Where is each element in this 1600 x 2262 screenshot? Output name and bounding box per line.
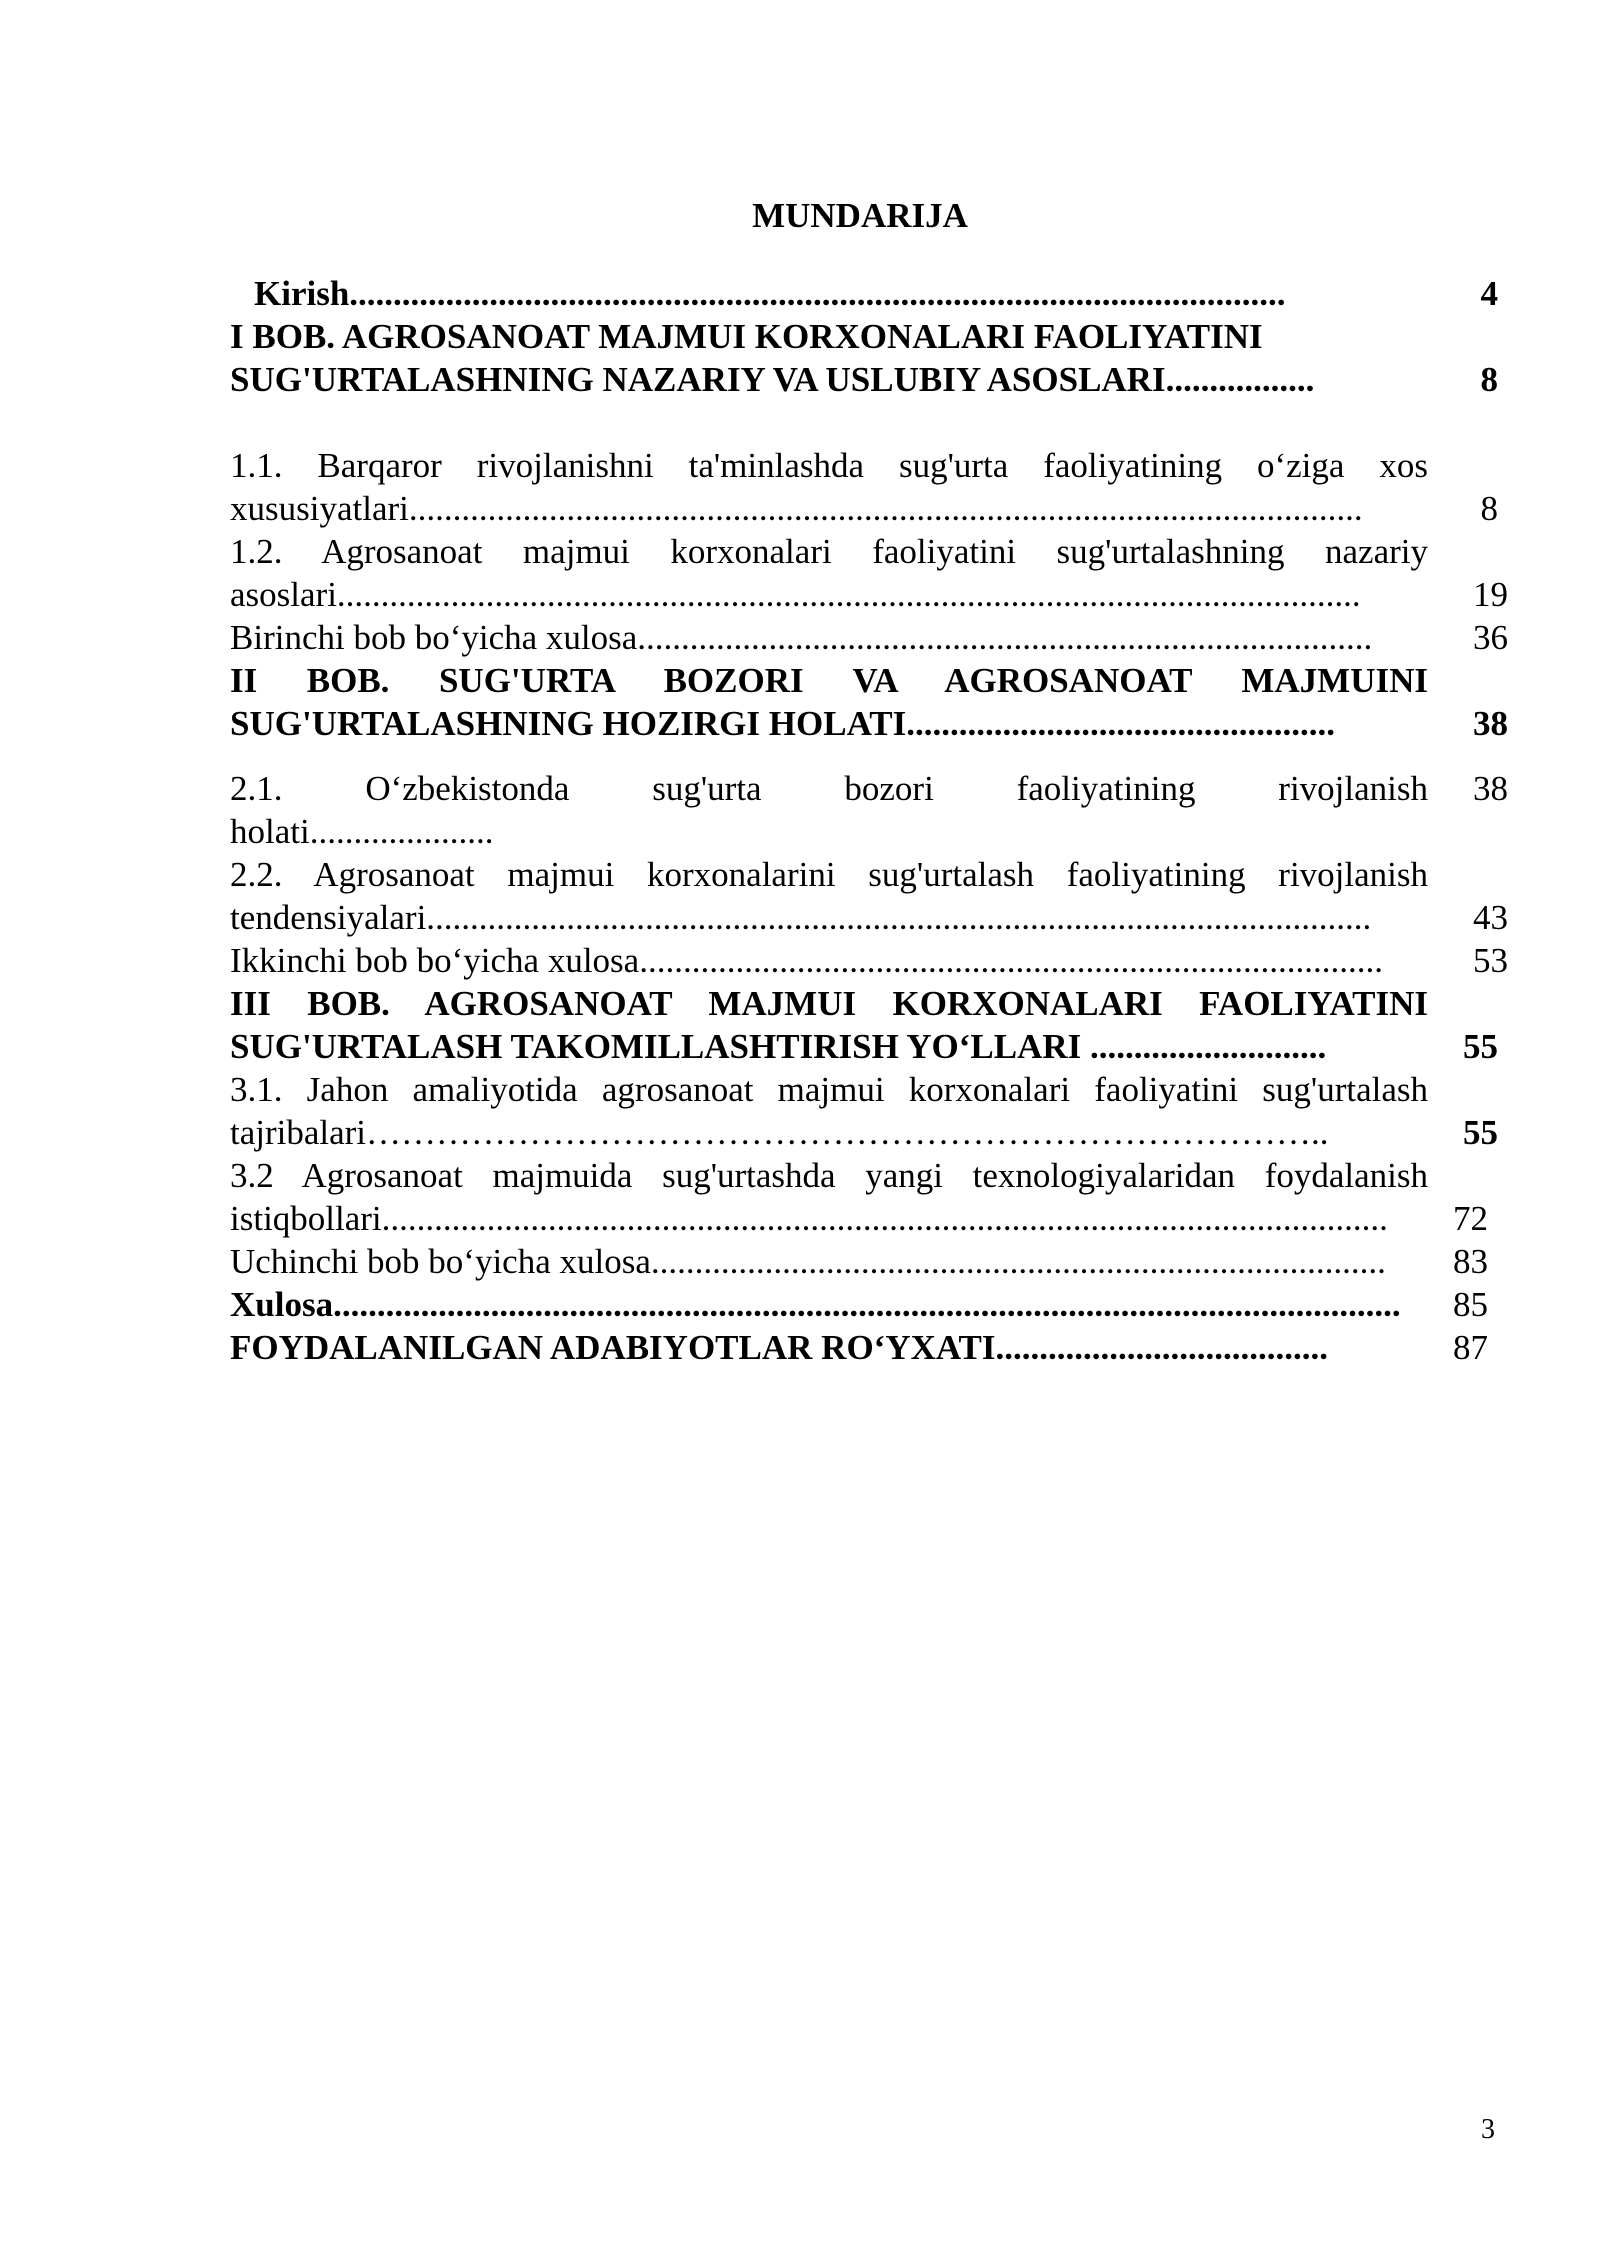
toc-page-number: 8	[1480, 360, 1498, 399]
toc-entry-line: III BOB. AGROSANOAT MAJMUI KORXONALARI FAOLIYATINI	[230, 984, 1428, 1023]
toc-page-number: 8	[1480, 489, 1498, 528]
toc-page-number: 36	[1473, 618, 1508, 657]
toc-page-number: 85	[1453, 1285, 1488, 1324]
toc-page-number: 87	[1453, 1328, 1488, 1367]
toc-page-number: 4	[1480, 274, 1498, 313]
toc-entry-line: xususiyatlari.............................................................................................................	[230, 489, 1363, 528]
toc-entry-line: SUG'URTALASHNING NAZARIY VA USLUBIY ASOSLARI.................	[230, 360, 1315, 399]
toc-entry-line: Birinchi bob bo‘yicha xulosa....................................................................................	[230, 618, 1373, 657]
toc-entry-line: 3.2 Agrosanoat majmuida sug'urtashda yangi texnologiyalaridan foydalanish	[230, 1156, 1428, 1195]
toc-page-number: 55	[1463, 1113, 1498, 1152]
toc-entry-line: tendensiyalari............................................................................................................	[230, 898, 1372, 937]
toc-entry-line: Xulosa..........................................................................................................................	[230, 1285, 1401, 1324]
toc-page-number: 38	[1473, 704, 1508, 743]
toc-entry-line: I BOB. AGROSANOAT MAJMUI KORXONALARI FAOLIYATINI	[230, 317, 1263, 356]
toc-page-number: 72	[1453, 1199, 1488, 1238]
toc-entry-line: SUG'URTALASH TAKOMILLASHTIRISH YO‘LLARI ...........................	[230, 1027, 1327, 1066]
toc-entry-line: tajribalari………………………………………………………………………..	[230, 1113, 1329, 1152]
toc-entry-line: 1.1. Barqaror rivojlanishni ta'minlashda sug'urta faoliyatining o‘ziga xos	[230, 446, 1428, 485]
toc-entry-line: 1.2. Agrosanoat majmui korxonalari faoliyatini sug'urtalashning nazariy	[230, 532, 1428, 571]
toc-entry-line: holati.....................	[230, 812, 494, 851]
page-title: MUNDARIJA	[752, 196, 968, 235]
toc-entry-line: Ikkinchi bob bo‘yicha xulosa.....................................................................................	[230, 941, 1383, 980]
toc-entry-line: FOYDALANILGAN ADABIYOTLAR RO‘YXATI......................................	[230, 1328, 1329, 1367]
toc-entry-line: Kirish...........................................................................................................	[254, 274, 1286, 313]
toc-page-number: 19	[1473, 575, 1508, 614]
toc-entry-line: istiqbollari...................................................................................................................	[230, 1199, 1388, 1238]
toc-entry-line: 3.1. Jahon amaliyotida agrosanoat majmui korxonalari faoliyatini sug'urtalash	[230, 1070, 1428, 1109]
toc-entry-line: II BOB. SUG'URTA BOZORI VA AGROSANOAT MAJMUINI	[230, 661, 1428, 700]
page-number: 3	[1481, 2114, 1495, 2145]
toc-entry-line: 2.1. O‘zbekistondа sug'urta bozori faoliyatining rivojlanish	[230, 769, 1428, 808]
toc-page-number: 38	[1473, 769, 1508, 808]
toc-page-number: 55	[1463, 1027, 1498, 1066]
toc-entry-line: SUG'URTALASHNING HOZIRGI HOLATI.................................................	[230, 704, 1335, 743]
toc-page-number: 43	[1473, 898, 1508, 937]
toc-entry-line: asoslari.....................................................................................................................	[230, 575, 1361, 614]
toc-page-number: 83	[1453, 1242, 1488, 1281]
toc-entry-line: Uchinchi bob bo‘yicha xulosa....................................................................................	[230, 1242, 1386, 1281]
toc-page-number: 53	[1473, 941, 1508, 980]
toc-entry-line: 2.2. Agrosanoat majmui korxonalarini sug'urtalash faoliyatining rivojlanish	[230, 855, 1428, 894]
